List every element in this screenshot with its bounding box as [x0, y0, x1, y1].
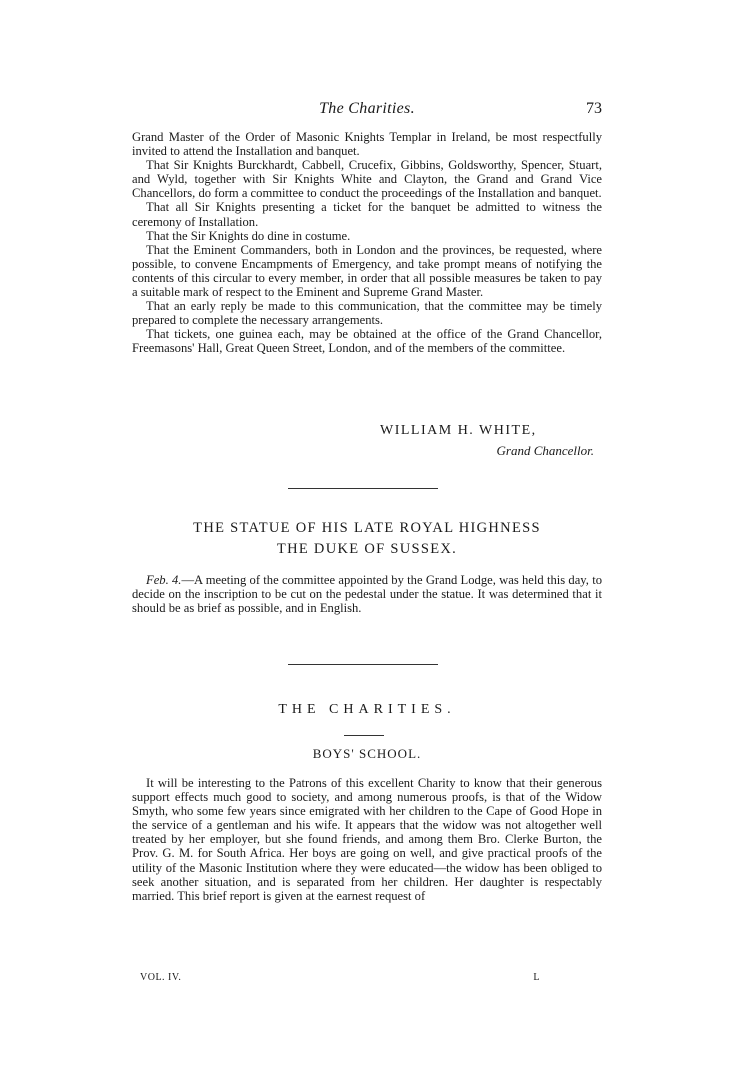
- paragraph: Grand Master of the Order of Masonic Knights Templar in Ireland, be most respectfully invited to attend the Installation and banquet.: [132, 130, 602, 159]
- paragraph: That an early reply be made to this communication, that the committee may be timely prepared to complete the necessary arrangements.: [132, 299, 602, 328]
- signature-title: Grand Chancellor.: [496, 443, 594, 458]
- paragraph: That the Eminent Commanders, both in London and the provinces, be requested, where possible, to convene Encampments of Emergency, and take prompt means of notifying the contents of this circular to every member, in order that all possible measures be taken to pay a suitable mark of respect to the Eminent and Supreme Grand Master.: [132, 242, 602, 300]
- paragraph: That tickets, one guinea each, may be obtained at the office of the Grand Chancellor, Freemasons' Hall, Great Queen Street, London, and of the members of the committee.: [132, 327, 602, 356]
- boys-school-heading: BOYS' SCHOOL.: [312, 746, 422, 761]
- statue-heading-line2: THE DUKE OF SUSSEX.: [276, 541, 458, 557]
- paragraph: It will be interesting to the Patrons of this excellent Charity to know that their generous support effects much good to society, and among numerous proofs, is that of the Widow Smyth, who some few years since emigrated with her children to the Cape of Good Hope in the service of a gentleman and his wife. It appears that the widow was not altogether well treated by her employer, but she found friends, and among them Bro. Clerke Burton, the Prov. G. M. for South Africa. Her boys are going on well, and give practical proofs of the utility of the Masonic Institution where they were educated—the widow has been obliged to seek another situation, and is separated from her children. Her daughter is respectably married. This brief report is given at the earnest request of: [132, 776, 602, 903]
- charities-heading: THE CHARITIES.: [278, 702, 456, 717]
- date: Feb. 4.: [146, 573, 182, 587]
- boys-school-text: [132, 776, 602, 903]
- section-divider: [288, 664, 438, 665]
- section-divider: [288, 488, 438, 489]
- paragraph: [132, 573, 602, 615]
- signature-mark: L: [533, 972, 540, 983]
- paragraph: That all Sir Knights presenting a ticket for the banquet be admitted to witness the ceremony of Installation.: [132, 200, 602, 229]
- statue-text: [132, 573, 602, 615]
- paragraph-body: —A meeting of the committee appointed by the Grand Lodge, was held this day, to decide on the inscription to be cut on the pedestal under the statue. It was determined that it should be as brief as possible, and in English.: [132, 573, 602, 616]
- signature-name: WILLIAM H. WHITE,: [380, 423, 537, 438]
- running-head: [132, 100, 602, 122]
- continuation-text: [132, 130, 602, 356]
- paragraph: That the Sir Knights do dine in costume.: [146, 228, 351, 243]
- paragraph: That Sir Knights Burckhardt, Cabbell, Crucefix, Gibbins, Goldsworthy, Spencer, Stuart, and Wyld, together with Sir Knights White and Clayton, the Grand and Grand Vice Chancellors, do form a committee to conduct the proceedings of the Installation and banquet.: [132, 158, 602, 201]
- page-number: 73: [586, 100, 602, 117]
- small-divider: [344, 735, 384, 736]
- running-title: The Charities.: [319, 100, 415, 117]
- volume-label: VOL. IV.: [140, 972, 182, 983]
- statue-heading-line1: THE STATUE OF HIS LATE ROYAL HIGHNESS: [193, 520, 541, 536]
